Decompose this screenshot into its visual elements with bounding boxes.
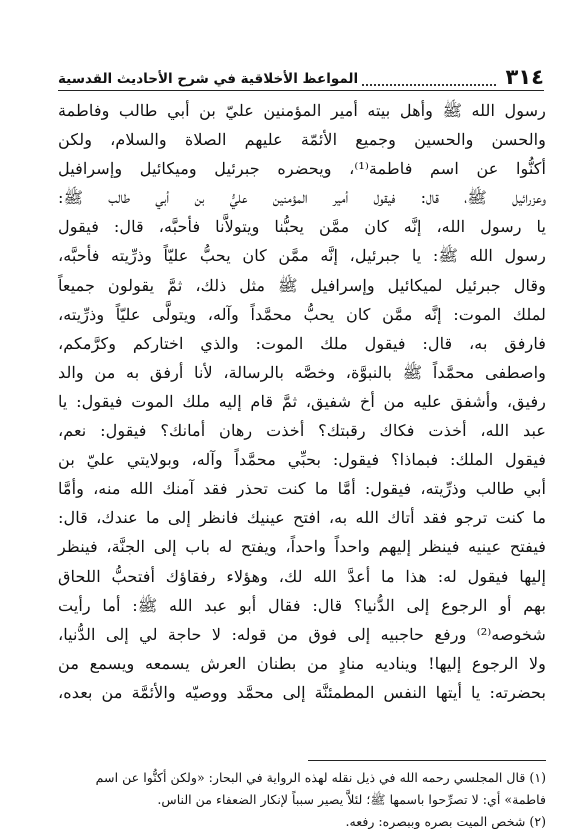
text-line: أكنُّوا عن اسم فاطمة⁽¹⁾، ويحضره جبرئيل وميكائيل وإسرافيل	[58, 159, 546, 179]
text-line: واصطفى محمَّداً ﷺ بالنبوَّة، وخصَّه بالرسالة، لأنا أرفق به من والد	[58, 362, 546, 382]
text-line: والحسن والحسين وجميع الأئمّة عليهم الصلاة والسلام، ولكن	[58, 130, 546, 150]
main-text	[58, 96, 546, 707]
footnote-line: فاطمة» أي: لا تصرِّحوا باسمها ﷺ؛ لئلاَّ يصير سبباً لإنكار الضعفاء من الناس.	[157, 792, 546, 807]
text-line: إليها فيقول له: هذا ما أعدَّ الله لك، وهؤلاء رفقاؤك أفتحبُّ اللحاق	[58, 566, 546, 586]
text-line: فيفتح عينيه فينظر إليهم واحداً واحداً، ويفتح له باب إلى الجنَّة، فينظر	[58, 537, 546, 557]
text-line: ولا الرجوع إليها! ويناديه منادٍ من بطنان العرش يسمعه ويسمع من	[58, 653, 546, 673]
text-line: عبد الله، أخذت فكاك رقبتك؟ أخذت رهان أمانك؟ فيقول: نعم،	[58, 421, 546, 441]
text-line: رسول الله ﷺ: يا جبرئيل، إنَّه ممَّن كان يحبُّ عليّاً وذرِّيته فأحبَّه،	[58, 246, 546, 266]
footnotes	[58, 767, 546, 833]
text-line: بحضرته: يا أيتها النفس المطمئنَّة إلى محمَّد ووصيّه والأئمَّة من بعده،	[58, 682, 546, 702]
text-line: وعزرائيل ﷺ، قال: فيقول أمير المؤمنين عليُّ بن أبي طالب ﷺ:	[58, 188, 546, 208]
text-line: فيقول الملك: فبماذا؟ فيقول: بحبِّي محمَّداً وآله، وبولايتي عليّ بن	[58, 450, 546, 470]
text-line: لملك الموت: إنَّه ممَّن كان يحبُّ محمَّداً وآله، ويتولَّى عليّاً وذرِّيته،	[58, 304, 546, 324]
text-line: فارفق به، قال: فيقول ملك الموت: والذي اختاركم وكرَّمكم،	[58, 333, 546, 353]
text-line: شخوصه⁽²⁾ ورفع حاجبيه إلى فوق من قوله: لا حاجة لي إلى الدُّنيا،	[58, 624, 546, 644]
text-line: بهم أو الرجوع إلى الدُّنيا؟ قال: فقال أبو عبد الله ﷺ: أما رأيت	[58, 595, 546, 615]
text-line: وقال جبرئيل لميكائيل وإسرافيل ﷺ مثل ذلك، ثمَّ يقولون جميعاً	[58, 275, 546, 295]
text-line: يا رسول الله، إنَّه كان ممَّن يحبُّنا ويتولاَّنا فأحبَّه، قال: فيقول	[58, 217, 546, 237]
text-line: ما كنت ترجو فقد أتاك الله به، افتح عينيك فانظر إلى ما عندك، قال:	[58, 508, 546, 528]
page-number: ٣١٤	[505, 65, 544, 89]
text-line: رفيق، وأشفق عليه من أخ شفيق، ثمَّ قام إليه ملك الموت فيقول: يا	[58, 391, 546, 411]
running-title: المواعظ الأخلاقية في شرح الأحاديث القدسية	[58, 71, 359, 87]
page-header	[58, 62, 544, 91]
footnote-separator	[308, 760, 546, 761]
text-line: رسول الله ﷺ وأهل بيته أمير المؤمنين عليّ بن أبي طالب وفاطمة	[58, 101, 546, 120]
text-line: أبي طالب وذرِّيته، فيقول: أمَّا ما كنت تحذر فقد آمنك الله منه، وأمَّا	[58, 479, 546, 499]
header-dot-leader	[362, 84, 495, 86]
footnote-line: (١) قال المجلسي رحمه الله في ذيل نقله لهذه الرواية في البحار: «ولكن أكنُّوا عن اسم	[95, 770, 546, 785]
footnote-line: (٢) شخص الميت بصره وببصره: رفعه.	[345, 814, 546, 829]
